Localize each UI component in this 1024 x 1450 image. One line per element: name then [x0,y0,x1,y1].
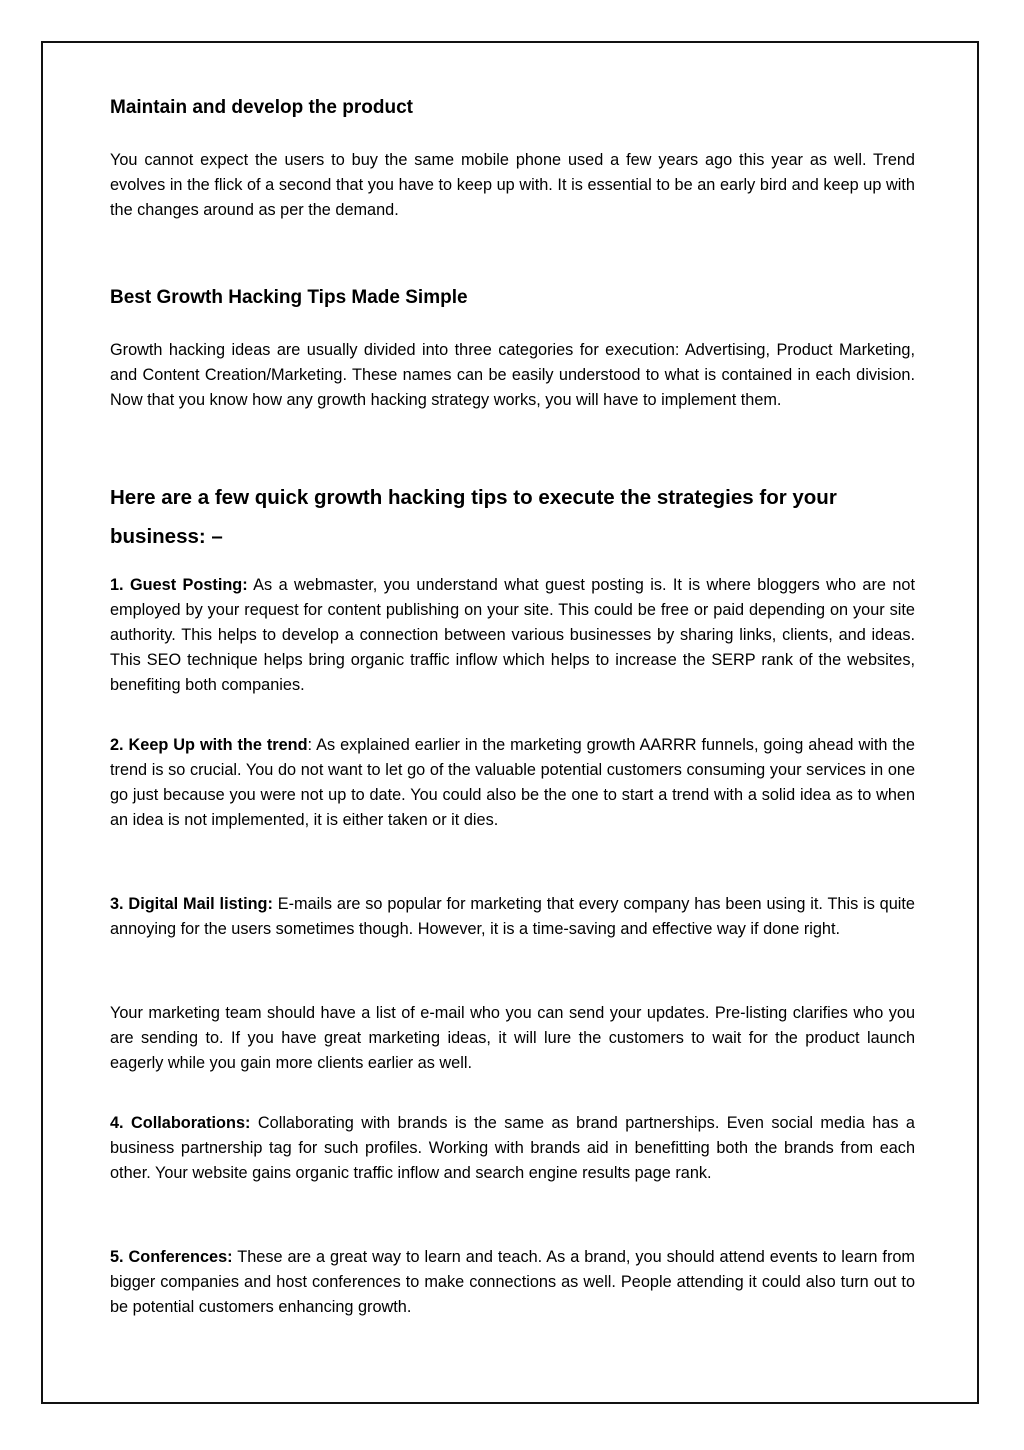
tip-conferences [110,1245,915,1320]
tip-keep-up [110,733,915,833]
tip-collaborations-label: 4. Collaborations: [110,1114,251,1132]
paragraph-best-tips: Growth hacking ideas are usually divided into three categories for execution: Advertising, Product Marketing, and Content Creation/Marketing. These names can be easily understood to what is contained in each division. Now that you know how any growth hacking strategy works, you will have to implement them. [110,341,915,409]
page-border [41,41,979,1404]
tip-collaborations [110,1111,915,1186]
tip-conferences-text: These are a great way to learn and teach. As a brand, you should attend events to learn from bigger companies and host conferences to make connections as well. People attending it could also turn out to be potential customers enhancing growth. [110,1248,915,1316]
paragraph-maintain: You cannot expect the users to buy the same mobile phone used a few years ago this year as well. Trend evolves in the flick of a second that you have to keep up with. It is essential to be an early bird and keep up with the changes around as per the demand. [110,151,915,219]
tip-keep-up-label: 2. Keep Up with the trend [110,736,308,754]
tip-guest-posting-text: As a webmaster, you understand what guest posting is. It is where bloggers who are not employed by your request for content publishing on your site. This could be free or paid depending on your site authority. This helps to develop a connection between various businesses by sharing links, clients, and ideas. This SEO technique helps bring organic traffic inflow which helps to increase the SERP rank of the websites, benefiting both companies. [110,576,916,694]
tip-digital-mail-label: 3. Digital Mail listing: [110,895,273,913]
heading-quick-tips: Here are a few quick growth hacking tips to execute the strategies for your business: – [110,486,837,548]
tip-keep-up-text: : As explained earlier in the marketing growth AARRR funnels, going ahead with the trend is so crucial. You do not want to let go of the valuable potential customers consuming your services in one go just because you were not up to date. You could also be the one to start a trend with a solid idea as to when an idea is not implemented, it is either taken or it dies. [110,736,915,829]
tip-conferences-label: 5. Conferences: [110,1248,233,1266]
tip-collaborations-text: Collaborating with brands is the same as brand partnerships. Even social media has a business partnership tag for such profiles. Working with brands aid in benefitting both the brands from each other. Your website gains organic traffic inflow and search engine results page rank. [110,1114,915,1182]
tip-guest-posting [110,573,915,698]
heading-best-tips: Best Growth Hacking Tips Made Simple [110,287,468,308]
heading-maintain: Maintain and develop the product [110,97,413,118]
tip-digital-mail-followup: Your marketing team should have a list of e-mail who you can send your updates. Pre-listing clarifies who you are sending to. If you have great marketing ideas, it will lure the customers to wait for the product launch eagerly while you gain more clients earlier as well. [110,1004,915,1072]
tip-digital-mail [110,892,915,942]
tip-guest-posting-label: 1. Guest Posting: [110,576,248,594]
tip-digital-mail-text: E-mails are so popular for marketing that every company has been using it. This is quite annoying for the users sometimes though. However, it is a time-saving and effective way if done right. [110,895,915,938]
